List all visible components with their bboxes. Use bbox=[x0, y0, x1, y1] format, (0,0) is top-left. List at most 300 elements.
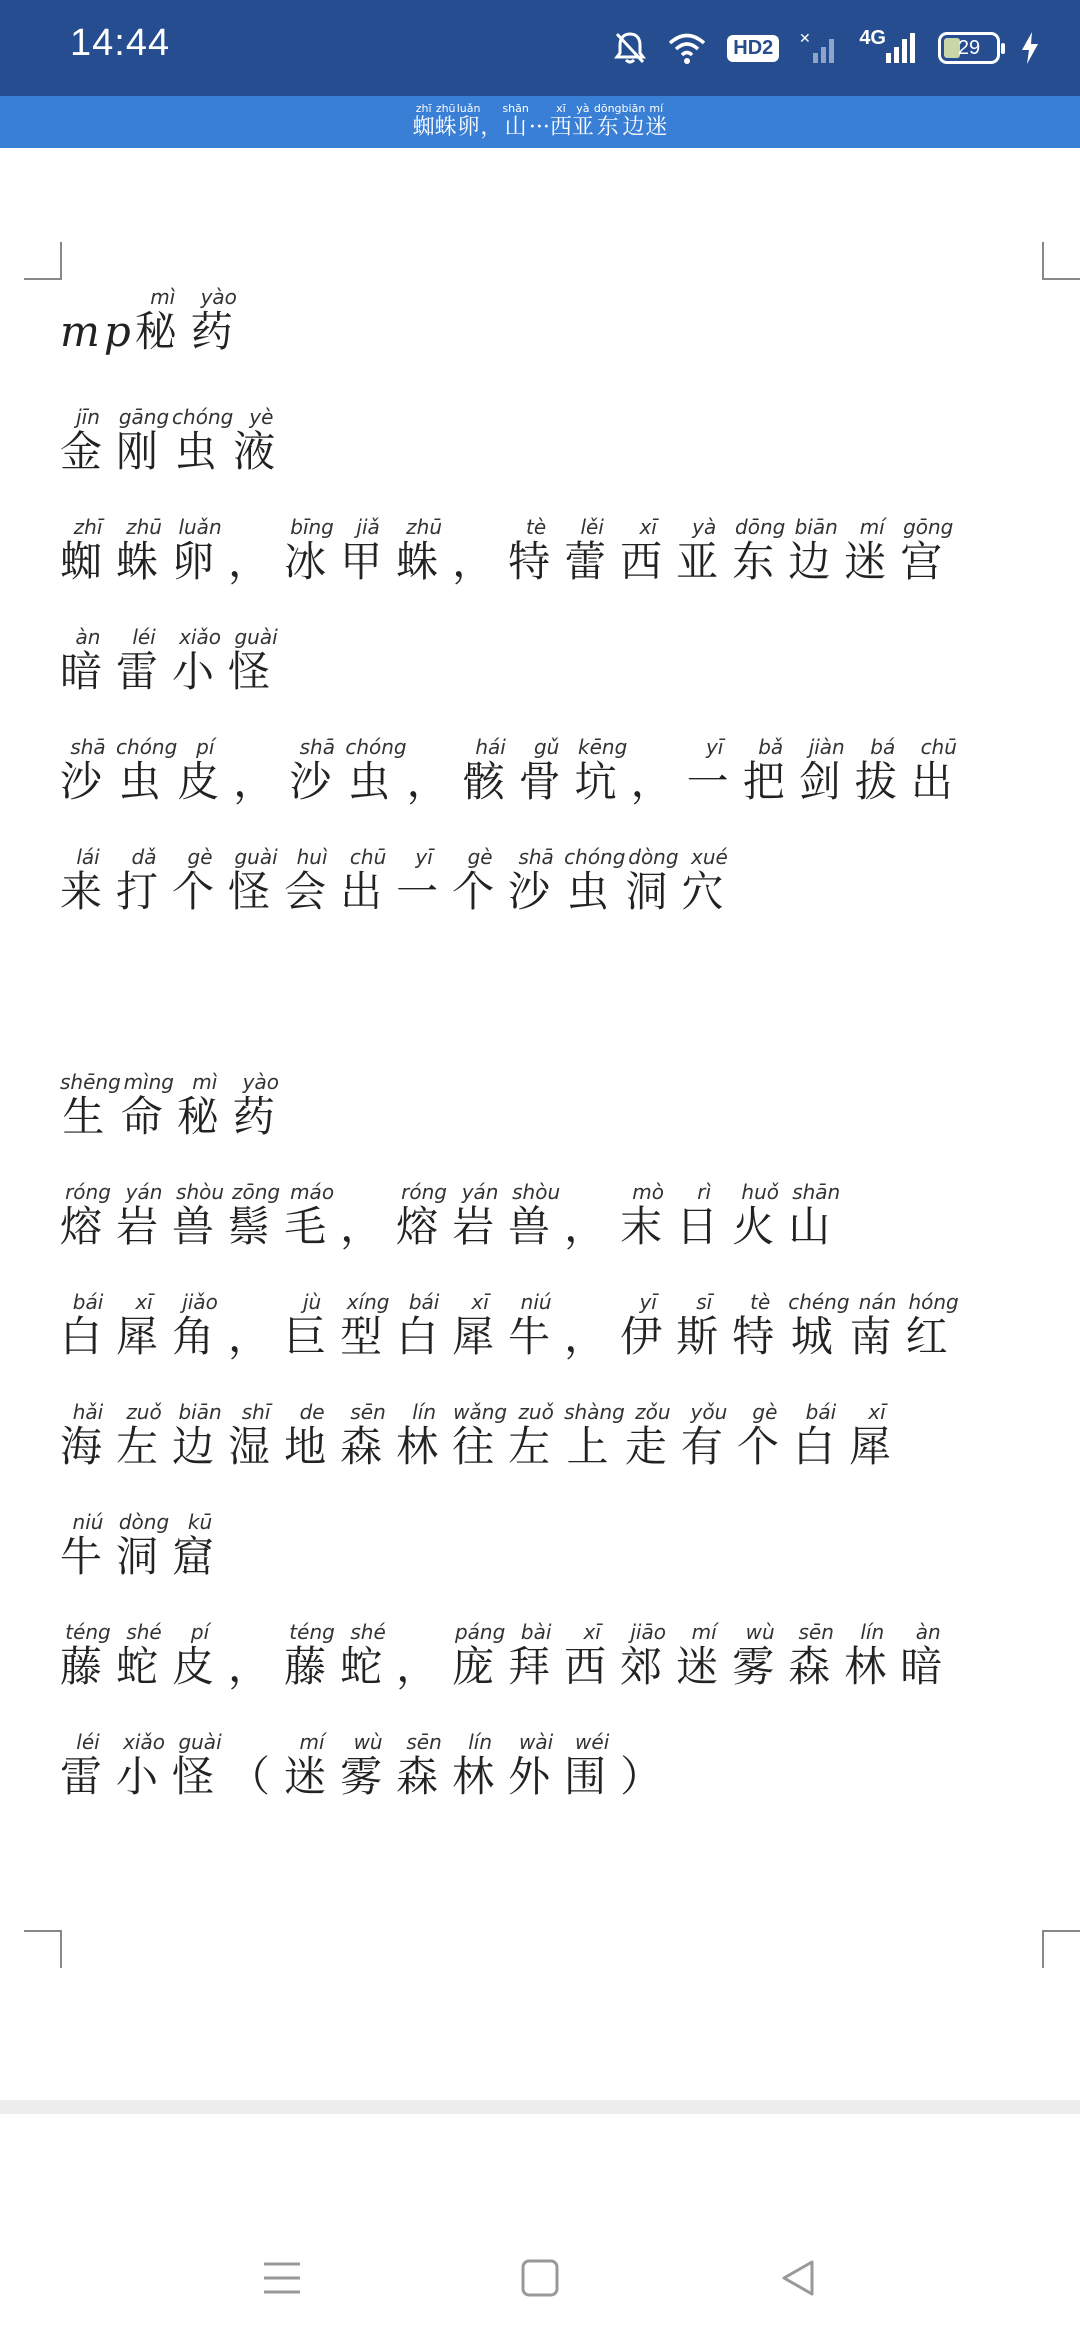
pinyin-annotation: dōng bbox=[593, 102, 622, 115]
hanzi-with-pinyin: 毛máo bbox=[284, 1180, 341, 1251]
mute-bell-icon bbox=[613, 24, 647, 72]
hanzi-with-pinyin: 怪guài bbox=[228, 845, 285, 916]
hanzi-with-pinyin: 蜘zhī bbox=[60, 515, 117, 586]
pinyin-annotation: zhū bbox=[116, 515, 173, 539]
hanzi-with-pinyin: 暗àn bbox=[900, 1620, 957, 1691]
line-sandworm-cave bbox=[60, 845, 738, 919]
hanzi-with-pinyin: 雷léi bbox=[116, 625, 173, 696]
punctuation: （ bbox=[228, 1752, 285, 1801]
hanzi-with-pinyin: 洞dòng bbox=[625, 845, 682, 916]
pinyin-annotation: hóng bbox=[905, 1290, 962, 1314]
hanzi-with-pinyin: 虫chóng bbox=[172, 405, 234, 476]
hanzi-with-pinyin: 刚gāng bbox=[116, 405, 173, 476]
hanzi-with-pinyin: 拔bá bbox=[854, 735, 911, 806]
pinyin-annotation: huǒ bbox=[732, 1180, 789, 1204]
document-page[interactable] bbox=[0, 148, 1080, 2098]
line-mist-forest-outer bbox=[60, 1730, 677, 1804]
pinyin-annotation: hǎi bbox=[60, 1400, 116, 1424]
hanzi-with-pinyin: 犀xī bbox=[116, 1290, 173, 1361]
pinyin-annotation: dǎ bbox=[116, 845, 173, 869]
hanzi-with-pinyin: 森sēn bbox=[340, 1400, 397, 1471]
hanzi-with-pinyin: 角jiǎo bbox=[172, 1290, 229, 1361]
hanzi-with-pinyin: 南nán bbox=[849, 1290, 906, 1361]
hanzi-with-pinyin: 坑kēng bbox=[574, 735, 631, 806]
hanzi-with-pinyin: 西xī bbox=[564, 1620, 621, 1691]
hanzi-with-pinyin: 熔róng bbox=[396, 1180, 453, 1251]
hanzi-with-pinyin: 末mò bbox=[620, 1180, 677, 1251]
hanzi-with-pinyin: 蛇shé bbox=[340, 1620, 397, 1691]
line-spider-egg bbox=[60, 515, 957, 589]
page-divider bbox=[0, 2100, 1080, 2114]
pinyin-annotation: róng bbox=[396, 1180, 453, 1204]
menu-icon[interactable] bbox=[252, 2248, 312, 2308]
hanzi-with-pinyin: 怪guài bbox=[172, 1730, 229, 1801]
hanzi-with-pinyin: 白bái bbox=[60, 1290, 117, 1361]
hanzi-with-pinyin: 巨jù bbox=[284, 1290, 341, 1361]
hanzi-with-pinyin: 把bǎ bbox=[742, 735, 799, 806]
pinyin-annotation: jiāo bbox=[620, 1620, 677, 1644]
hanzi-with-pinyin: 边biān bbox=[172, 1400, 229, 1471]
document-title bbox=[413, 103, 668, 141]
hanzi-with-pinyin: 怪guài bbox=[228, 625, 285, 696]
pinyin-annotation: gāng bbox=[116, 405, 173, 429]
hanzi-with-pinyin: 特tè bbox=[732, 1290, 789, 1361]
margin-corner-mark bbox=[24, 1930, 62, 1968]
pinyin-annotation: tè bbox=[732, 1290, 789, 1314]
hanzi-with-pinyin: 亚yà bbox=[571, 102, 594, 140]
hanzi-with-pinyin: 庞páng bbox=[452, 1620, 509, 1691]
pinyin-annotation: kēng bbox=[574, 735, 631, 759]
signal-sim1-icon bbox=[799, 24, 839, 72]
hanzi-with-pinyin: 西xī bbox=[620, 515, 677, 586]
hanzi-with-pinyin: 兽shòu bbox=[172, 1180, 229, 1251]
svg-text:✕: ✕ bbox=[799, 31, 812, 47]
hanzi-with-pinyin: 犀xī bbox=[452, 1290, 509, 1361]
pinyin-annotation: xī bbox=[116, 1290, 173, 1314]
heading-mp-secret-medicine bbox=[60, 285, 247, 359]
pinyin-annotation: xī bbox=[452, 1290, 509, 1314]
margin-corner-mark bbox=[24, 242, 62, 280]
hanzi-with-pinyin: 甲jiǎ bbox=[340, 515, 397, 586]
pinyin-annotation: zuǒ bbox=[508, 1400, 565, 1424]
pinyin-annotation: shòu bbox=[508, 1180, 565, 1204]
pinyin-annotation: xíng bbox=[340, 1290, 397, 1314]
hanzi-with-pinyin: 虫chóng bbox=[345, 735, 407, 806]
pinyin-annotation: luǎn bbox=[456, 102, 481, 115]
pinyin-annotation: páng bbox=[452, 1620, 509, 1644]
hanzi-with-pinyin: 红hóng bbox=[905, 1290, 962, 1361]
hanzi-with-pinyin: 日rì bbox=[676, 1180, 733, 1251]
hanzi-with-pinyin: 冰bīng bbox=[284, 515, 341, 586]
line-dark-thunder-monster bbox=[60, 625, 285, 699]
pinyin-annotation: chóng bbox=[116, 735, 178, 759]
pinyin-annotation: biān bbox=[788, 515, 845, 539]
pinyin-annotation: shā bbox=[289, 735, 346, 759]
pinyin-annotation: wéi bbox=[564, 1730, 621, 1754]
pinyin-annotation: yà bbox=[571, 102, 594, 115]
punctuation: ， bbox=[228, 1642, 285, 1691]
hanzi-with-pinyin: 药yào bbox=[190, 285, 247, 356]
pinyin-annotation: zǒu bbox=[624, 1400, 681, 1424]
pinyin-annotation: de bbox=[284, 1400, 341, 1424]
punctuation: ， bbox=[564, 1202, 621, 1251]
pinyin-annotation: sēn bbox=[340, 1400, 397, 1424]
pinyin-annotation: mí bbox=[676, 1620, 733, 1644]
pinyin-annotation: téng bbox=[60, 1620, 116, 1644]
pinyin-annotation: mí bbox=[284, 1730, 341, 1754]
pinyin-annotation: wù bbox=[340, 1730, 397, 1754]
hanzi-with-pinyin: 卵luǎn bbox=[456, 102, 481, 140]
line-vine-snake-skin bbox=[60, 1620, 957, 1694]
hanzi-with-pinyin: 秘mì bbox=[134, 285, 191, 356]
hanzi-with-pinyin: 窟kū bbox=[172, 1510, 229, 1581]
hanzi-with-pinyin: 液yè bbox=[233, 405, 290, 476]
pinyin-annotation: yán bbox=[116, 1180, 173, 1204]
pinyin-annotation: huì bbox=[284, 845, 341, 869]
pinyin-annotation: léi bbox=[116, 625, 173, 649]
hanzi-with-pinyin: 左zuǒ bbox=[116, 1400, 173, 1471]
pinyin-annotation: gè bbox=[736, 1400, 793, 1424]
hanzi-with-pinyin: 迷mí bbox=[645, 102, 668, 140]
hanzi-with-pinyin: 小xiǎo bbox=[116, 1730, 173, 1801]
pinyin-annotation: guài bbox=[228, 845, 285, 869]
punctuation: ， bbox=[228, 537, 285, 586]
hanzi-with-pinyin: 雾wù bbox=[732, 1620, 789, 1691]
hanzi-with-pinyin: 蛛zhū bbox=[434, 102, 457, 140]
pinyin-annotation: xī bbox=[564, 1620, 621, 1644]
pinyin-annotation: mì bbox=[176, 1070, 233, 1094]
pinyin-annotation: jù bbox=[284, 1290, 341, 1314]
hanzi-with-pinyin: 斯sī bbox=[676, 1290, 733, 1361]
hanzi-with-pinyin: 雷léi bbox=[60, 1730, 117, 1801]
pinyin-annotation: rì bbox=[676, 1180, 733, 1204]
pinyin-annotation: jiǎo bbox=[172, 1290, 229, 1314]
hanzi-with-pinyin: 骨gǔ bbox=[518, 735, 575, 806]
hanzi-with-pinyin: 洞dòng bbox=[116, 1510, 173, 1581]
pinyin-annotation: zhū bbox=[396, 515, 453, 539]
signal-sim2-icon: 4G bbox=[859, 24, 918, 72]
hanzi-with-pinyin: 个gè bbox=[172, 845, 229, 916]
pinyin-annotation: xiǎo bbox=[172, 625, 229, 649]
hanzi-with-pinyin: 岩yán bbox=[116, 1180, 173, 1251]
hanzi-with-pinyin: 沙shā bbox=[508, 845, 565, 916]
hanzi-with-pinyin: 特tè bbox=[508, 515, 565, 586]
punctuation: ） bbox=[620, 1752, 677, 1801]
pinyin-annotation: jiàn bbox=[798, 735, 855, 759]
pinyin-annotation: chóng bbox=[172, 405, 234, 429]
hanzi-with-pinyin: 生shēng bbox=[60, 1070, 121, 1141]
pinyin-annotation: guài bbox=[228, 625, 285, 649]
pinyin-annotation: kū bbox=[172, 1510, 229, 1534]
pinyin-annotation: niú bbox=[508, 1290, 565, 1314]
back-triangle-icon[interactable] bbox=[768, 2248, 828, 2308]
pinyin-annotation: yī bbox=[620, 1290, 677, 1314]
hanzi-with-pinyin: 雾wù bbox=[340, 1730, 397, 1801]
hanzi-with-pinyin: 骸hái bbox=[462, 735, 519, 806]
hanzi-with-pinyin: 森sēn bbox=[788, 1620, 845, 1691]
hanzi-with-pinyin: 藤téng bbox=[60, 1620, 117, 1691]
heading-life-secret-medicine bbox=[60, 1070, 289, 1144]
hanzi-with-pinyin: 湿shī bbox=[228, 1400, 285, 1471]
hanzi-with-pinyin: 一yī bbox=[686, 735, 743, 806]
pinyin-annotation: hái bbox=[462, 735, 519, 759]
pinyin-annotation: yán bbox=[452, 1180, 509, 1204]
pinyin-annotation: àn bbox=[900, 1620, 957, 1644]
pinyin-annotation: xī bbox=[549, 102, 572, 115]
pinyin-annotation: gōng bbox=[900, 515, 957, 539]
hanzi-with-pinyin: 林lín bbox=[452, 1730, 509, 1801]
pinyin-annotation: pí bbox=[172, 1620, 229, 1644]
hanzi-with-pinyin: 暗àn bbox=[60, 625, 117, 696]
hanzi-with-pinyin: 小xiǎo bbox=[172, 625, 229, 696]
hanzi-with-pinyin: 蜘zhī bbox=[412, 102, 435, 140]
hanzi-with-pinyin: 熔róng bbox=[60, 1180, 117, 1251]
hanzi-with-pinyin: 个gè bbox=[736, 1400, 793, 1471]
hanzi-with-pinyin: 打dǎ bbox=[116, 845, 173, 916]
hanzi-with-pinyin: 卵luǎn bbox=[172, 515, 229, 586]
hanzi-with-pinyin: 山shān bbox=[788, 1180, 845, 1251]
hanzi-with-pinyin: 白bái bbox=[396, 1290, 453, 1361]
pinyin-annotation: xī bbox=[848, 1400, 905, 1424]
hanzi-with-pinyin: 来lái bbox=[60, 845, 117, 916]
status-bar bbox=[0, 0, 1080, 96]
hanzi-with-pinyin: 皮pí bbox=[172, 1620, 229, 1691]
pinyin-annotation: lěi bbox=[564, 515, 621, 539]
pinyin-annotation: shī bbox=[228, 1400, 285, 1424]
hanzi-with-pinyin: 犀xī bbox=[848, 1400, 905, 1471]
pinyin-annotation: róng bbox=[60, 1180, 116, 1204]
pinyin-annotation: shòu bbox=[172, 1180, 229, 1204]
pinyin-annotation: niú bbox=[60, 1510, 117, 1534]
hanzi-with-pinyin: 左zuǒ bbox=[508, 1400, 565, 1471]
pinyin-annotation: léi bbox=[60, 1730, 117, 1754]
pinyin-annotation: yǒu bbox=[680, 1400, 737, 1424]
pinyin-annotation: bá bbox=[854, 735, 911, 759]
hanzi-with-pinyin: 迷mí bbox=[676, 1620, 733, 1691]
pinyin-annotation: mìng bbox=[120, 1070, 177, 1094]
hanzi-with-pinyin: 往wǎng bbox=[452, 1400, 509, 1471]
pinyin-annotation: mí bbox=[645, 102, 668, 115]
pinyin-annotation: chū bbox=[340, 845, 397, 869]
line-rhino-cave bbox=[60, 1510, 229, 1584]
pinyin-annotation: zōng bbox=[228, 1180, 285, 1204]
pinyin-annotation: wù bbox=[732, 1620, 789, 1644]
hanzi-with-pinyin: 虫chóng bbox=[116, 735, 178, 806]
hanzi-with-pinyin: 亚yà bbox=[676, 515, 733, 586]
pinyin-annotation: guài bbox=[172, 1730, 229, 1754]
hanzi-with-pinyin: 会huì bbox=[284, 845, 341, 916]
pinyin-annotation: xī bbox=[620, 515, 677, 539]
pinyin-annotation: bǎ bbox=[742, 735, 799, 759]
pinyin-annotation: jiǎ bbox=[340, 515, 397, 539]
pinyin-annotation: xué bbox=[681, 845, 738, 869]
latin-text: mp bbox=[60, 307, 135, 356]
pinyin-annotation: bái bbox=[60, 1290, 117, 1314]
pinyin-annotation: lín bbox=[452, 1730, 509, 1754]
pinyin-annotation: bīng bbox=[284, 515, 341, 539]
hanzi-with-pinyin: 虫chóng bbox=[564, 845, 626, 916]
pinyin-annotation: nán bbox=[849, 1290, 906, 1314]
pinyin-annotation: bái bbox=[792, 1400, 849, 1424]
hanzi-with-pinyin: 外wài bbox=[508, 1730, 565, 1801]
navigation-bar bbox=[0, 2114, 1080, 2340]
wifi-icon bbox=[667, 24, 707, 72]
pinyin-annotation: dòng bbox=[116, 1510, 173, 1534]
pinyin-annotation: shēng bbox=[60, 1070, 121, 1094]
pinyin-annotation: shàng bbox=[564, 1400, 625, 1424]
pinyin-annotation: chóng bbox=[564, 845, 626, 869]
hanzi-with-pinyin: 有yǒu bbox=[680, 1400, 737, 1471]
pinyin-annotation: biān bbox=[621, 102, 646, 115]
hanzi-with-pinyin: 型xíng bbox=[340, 1290, 397, 1361]
hanzi-with-pinyin: 边biān bbox=[788, 515, 845, 586]
punctuation: ， bbox=[340, 1202, 397, 1251]
pinyin-annotation: chū bbox=[910, 735, 967, 759]
hanzi-with-pinyin: 沙shā bbox=[60, 735, 117, 806]
line-diamond-bug-liquid bbox=[60, 405, 290, 479]
hanzi-with-pinyin: 走zǒu bbox=[624, 1400, 681, 1471]
hanzi-with-pinyin: 穴xué bbox=[681, 845, 738, 916]
document-title-bar[interactable] bbox=[0, 96, 1080, 148]
hanzi-with-pinyin: 围wéi bbox=[564, 1730, 621, 1801]
hanzi-with-pinyin: 沙shā bbox=[289, 735, 346, 806]
pinyin-annotation: shān bbox=[502, 102, 529, 115]
pinyin-annotation: xiǎo bbox=[116, 1730, 173, 1754]
punctuation: ， bbox=[480, 115, 503, 140]
pinyin-annotation: shé bbox=[116, 1620, 173, 1644]
hanzi-with-pinyin: 牛niú bbox=[508, 1290, 565, 1361]
pinyin-annotation: sī bbox=[676, 1290, 733, 1314]
hanzi-with-pinyin: 东dōng bbox=[732, 515, 789, 586]
hanzi-with-pinyin: 皮pí bbox=[177, 735, 234, 806]
hanzi-with-pinyin: 林lín bbox=[396, 1400, 453, 1471]
pinyin-annotation: shé bbox=[340, 1620, 397, 1644]
pinyin-annotation: yī bbox=[686, 735, 743, 759]
hanzi-with-pinyin: 牛niú bbox=[60, 1510, 117, 1581]
hanzi-with-pinyin: 藤téng bbox=[284, 1620, 341, 1691]
pinyin-annotation: pí bbox=[177, 735, 234, 759]
hanzi-with-pinyin: 个gè bbox=[452, 845, 509, 916]
hanzi-with-pinyin: 出chū bbox=[340, 845, 397, 916]
home-square-icon[interactable] bbox=[510, 2248, 570, 2308]
hanzi-with-pinyin: 地de bbox=[284, 1400, 341, 1471]
hanzi-with-pinyin: 山shān bbox=[502, 102, 529, 140]
pinyin-annotation: zhū bbox=[434, 102, 457, 115]
punctuation: ， bbox=[406, 757, 463, 806]
hanzi-with-pinyin: 郊jiāo bbox=[620, 1620, 677, 1691]
hanzi-with-pinyin: 蛛zhū bbox=[396, 515, 453, 586]
pinyin-annotation: lái bbox=[60, 845, 116, 869]
hanzi-with-pinyin: 拜bài bbox=[508, 1620, 565, 1691]
pinyin-annotation: gǔ bbox=[518, 735, 575, 759]
hd-voice-badge: HD2 bbox=[727, 24, 779, 72]
pinyin-annotation: yà bbox=[676, 515, 733, 539]
hanzi-with-pinyin: 出chū bbox=[910, 735, 967, 806]
status-icons bbox=[613, 24, 1040, 72]
pinyin-annotation: chéng bbox=[788, 1290, 850, 1314]
hanzi-with-pinyin: 边biān bbox=[621, 102, 646, 140]
hanzi-with-pinyin: 命mìng bbox=[120, 1070, 177, 1141]
pinyin-annotation: yào bbox=[190, 285, 247, 309]
line-white-rhino-horn bbox=[60, 1290, 962, 1364]
hanzi-with-pinyin: 一yī bbox=[396, 845, 453, 916]
hanzi-with-pinyin: 迷mí bbox=[844, 515, 901, 586]
punctuation: ， bbox=[233, 757, 290, 806]
hanzi-with-pinyin: 岩yán bbox=[452, 1180, 509, 1251]
pinyin-annotation: zuǒ bbox=[116, 1400, 173, 1424]
pinyin-annotation: gè bbox=[172, 845, 229, 869]
margin-corner-mark bbox=[1042, 1930, 1080, 1968]
pinyin-annotation: yī bbox=[396, 845, 453, 869]
pinyin-annotation: mò bbox=[620, 1180, 677, 1204]
pinyin-annotation: máo bbox=[284, 1180, 341, 1204]
hanzi-with-pinyin: 宫gōng bbox=[900, 515, 957, 586]
line-sandworm-skin bbox=[60, 735, 967, 809]
hanzi-with-pinyin: 森sēn bbox=[396, 1730, 453, 1801]
pinyin-annotation: biān bbox=[172, 1400, 229, 1424]
pinyin-annotation: sēn bbox=[788, 1620, 845, 1644]
pinyin-annotation: wài bbox=[508, 1730, 565, 1754]
hanzi-with-pinyin: 伊yī bbox=[620, 1290, 677, 1361]
hanzi-with-pinyin: 上shàng bbox=[564, 1400, 625, 1471]
battery-icon: 29 bbox=[938, 24, 1000, 72]
hanzi-with-pinyin: 林lín bbox=[844, 1620, 901, 1691]
punctuation: ， bbox=[452, 537, 509, 586]
pinyin-annotation: sēn bbox=[396, 1730, 453, 1754]
hanzi-with-pinyin: 火huǒ bbox=[732, 1180, 789, 1251]
hanzi-with-pinyin: 剑jiàn bbox=[798, 735, 855, 806]
pinyin-annotation: gè bbox=[452, 845, 509, 869]
pinyin-annotation: shān bbox=[788, 1180, 845, 1204]
pinyin-annotation: chóng bbox=[345, 735, 407, 759]
hanzi-with-pinyin: 蛛zhū bbox=[116, 515, 173, 586]
hanzi-with-pinyin: 西xī bbox=[549, 102, 572, 140]
status-time: 14:44 bbox=[70, 22, 171, 64]
pinyin-annotation: shā bbox=[60, 735, 117, 759]
hanzi-with-pinyin: 金jīn bbox=[60, 405, 117, 476]
hanzi-with-pinyin: 兽shòu bbox=[508, 1180, 565, 1251]
margin-corner-mark bbox=[1042, 242, 1080, 280]
pinyin-annotation: shā bbox=[508, 845, 565, 869]
punctuation: ， bbox=[564, 1312, 621, 1361]
hanzi-with-pinyin: 东dōng bbox=[593, 102, 622, 140]
line-lava-beast-mane bbox=[60, 1180, 845, 1254]
punctuation: ··· bbox=[528, 115, 550, 140]
charging-bolt-icon bbox=[1020, 24, 1040, 72]
pinyin-annotation: yè bbox=[233, 405, 290, 429]
pinyin-annotation: lín bbox=[396, 1400, 453, 1424]
line-sea-left-wetland bbox=[60, 1400, 905, 1474]
pinyin-annotation: bái bbox=[396, 1290, 453, 1314]
pinyin-annotation: mí bbox=[844, 515, 901, 539]
pinyin-annotation: luǎn bbox=[172, 515, 229, 539]
pinyin-annotation: zhī bbox=[412, 102, 435, 115]
pinyin-annotation: mì bbox=[134, 285, 191, 309]
pinyin-annotation: zhī bbox=[60, 515, 117, 539]
hanzi-with-pinyin: 鬃zōng bbox=[228, 1180, 285, 1251]
pinyin-annotation: tè bbox=[508, 515, 565, 539]
punctuation: ， bbox=[228, 1312, 285, 1361]
pinyin-annotation: dòng bbox=[625, 845, 682, 869]
hanzi-with-pinyin: 药yào bbox=[232, 1070, 289, 1141]
pinyin-annotation: téng bbox=[284, 1620, 341, 1644]
hanzi-with-pinyin: 秘mì bbox=[176, 1070, 233, 1141]
punctuation: ， bbox=[630, 757, 687, 806]
hanzi-with-pinyin: 城chéng bbox=[788, 1290, 850, 1361]
pinyin-annotation: wǎng bbox=[452, 1400, 509, 1424]
punctuation: ， bbox=[396, 1642, 453, 1691]
pinyin-annotation: yào bbox=[232, 1070, 289, 1094]
